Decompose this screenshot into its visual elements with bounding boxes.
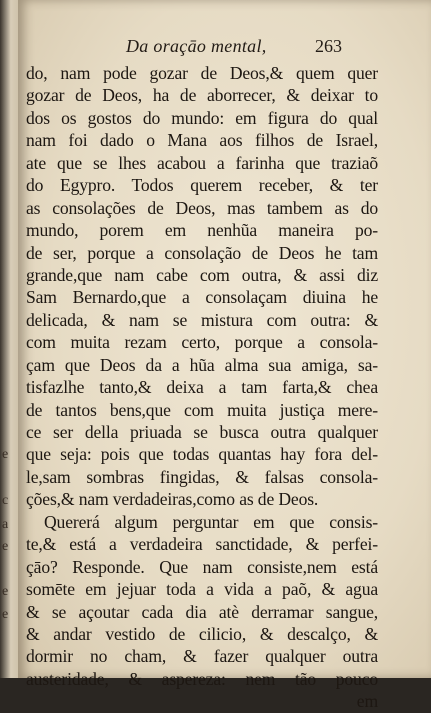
text-line: austeridade, & aspereza: nem tão pouco <box>26 668 378 689</box>
text-line: que seja: pois que todas quantas hay fora del- <box>26 444 378 465</box>
text-line: delicada, & nam se mistura com outra: & <box>26 309 378 330</box>
page-number: 263 <box>315 36 342 56</box>
text-line: somēte em jejuar toda a vida a paõ, & agua <box>26 579 378 600</box>
text-line: do Egypro. Todos querem receber, & ter <box>26 175 378 196</box>
text-line: & se açoutar cada dia atè derramar sangue, <box>26 601 378 622</box>
text-line: com muita rezam certo, porque a consola- <box>26 332 378 353</box>
text-line: ce ser della priuada se busca outra qualquer <box>26 422 378 442</box>
gutter-mark: a <box>2 517 9 532</box>
text-line: çāo? Responde. Que nam consiste,nem está <box>26 556 378 577</box>
text-line: grande,que nam cabe com outra, & assi diz <box>26 264 378 285</box>
running-title: Da oraçāo mental, <box>126 36 267 56</box>
text-line: as consolações de Deos, mas tambem as do <box>26 197 378 218</box>
text-line: Quererá algum perguntar em que consis- <box>44 511 378 532</box>
text-line: Sam Bernardo,que a consolaçam diuina he <box>26 287 378 308</box>
text-line: nam foi dado o Mana aos filhos de Israel, <box>26 130 378 151</box>
text-line: le,sam sombras fingidas, & falsas consola- <box>26 466 378 487</box>
book-page <box>18 0 431 712</box>
gutter-mark: e <box>2 539 9 554</box>
text-line: çam que Deos da a hũa alma sua amiga, sa- <box>26 354 378 375</box>
gutter-marks <box>2 0 16 678</box>
gutter-mark: e <box>2 584 9 599</box>
text-line: dos os gostos do mundo: em figura do qual <box>26 107 378 128</box>
text-line: & andar vestido de cilicio, & descalço, & <box>26 623 378 644</box>
text-line: ate que se lhes acabou a farinha que traziaõ <box>26 152 378 173</box>
text-line: gozar de Deos, ha de aborrecer, & deixar to <box>26 85 378 106</box>
gutter-mark: c <box>2 493 9 508</box>
gutter-mark: e <box>2 447 9 462</box>
text-line: de ser, porque a consolação de Deos he tam <box>26 242 378 263</box>
catchword: em <box>356 691 378 712</box>
gutter-mark: e <box>2 607 9 622</box>
text-line: de tantos bens,que com muita justiça mere- <box>26 399 378 420</box>
text-line: dormir no cham, & fazer qualquer outra <box>26 646 378 667</box>
text-line: ções,& nam verdadeiras,como as de Deos. <box>26 489 319 510</box>
text-line: te,& está a verdadeira sanctidade, & perfei- <box>26 534 378 555</box>
text-line: tisfazlhe tanto,& deixa a tam farta,& chea <box>26 377 378 398</box>
page-header <box>18 36 431 58</box>
text-line: mundo, porem em nenhũa maneira po- <box>26 220 378 241</box>
text-line: do, nam pode gozar de Deos,& quem quer <box>26 63 378 83</box>
body-text <box>26 62 378 713</box>
gutter-strip <box>0 0 18 678</box>
